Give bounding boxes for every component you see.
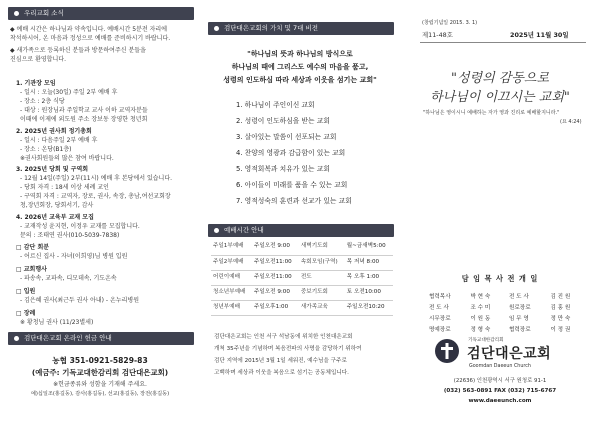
news-item-line: ※권사회원들의 많은 참여 바랍니다.	[20, 155, 114, 162]
news-item-line: 문의 : 조태연 권사(010-5039-7838)	[20, 232, 120, 239]
worship-time: 목 오후 1:00	[345, 270, 393, 285]
staff-role: 명예장로	[429, 326, 451, 333]
worship-name: 청소년부예배	[211, 285, 252, 300]
news-item-line: - 대상 : 원장님과 주일학교 교사 이하 교역자분들	[20, 107, 148, 114]
news-sq-title: □ 교회행사	[16, 266, 47, 273]
mission-line: 성령의 인도하심 따라 세상과 이웃을 섬기는 교회"	[223, 76, 377, 84]
vision-item: 5. 영적회복과 치유가 있는 교회	[236, 165, 330, 173]
bullet-dot-icon	[14, 336, 19, 341]
worship-name: 주일2부예배	[211, 255, 252, 270]
worship-time: 주일오전11:00	[252, 270, 299, 285]
offering-example: 예)십일조(홍길동), 감사(홍길동), 선교(홍길동), 장전(홍길동)	[30, 391, 170, 397]
news-sq-line: - 어르신 집사 - 자녀(이희영)님 병원 입원	[20, 253, 128, 260]
slogan-line: 하나님이 이끄시는 교회"	[430, 90, 570, 105]
mission-line: 하나님의 때에 그리스도 예수의 마음을 품고,	[231, 63, 369, 71]
news-sq-line: ※ 황청님 권사 (11/23별세)	[20, 319, 94, 326]
intro-line: 개척 35주년을 기념하며 복음전파의 사명을 감당하기 위하여	[214, 346, 362, 352]
news-item-line: - 구역회 자격 : 교역자, 장로, 권사, 속장, 총남,여선교회장	[20, 193, 171, 200]
intro-line: 고백하며 세상과 이웃을 복음으로 섬기는 공동체입니다.	[214, 370, 349, 376]
church-website: www.daeeunch.com	[468, 398, 532, 404]
staff-name: 김 진 원	[550, 293, 571, 300]
worship-name: 속회모임(구역)	[299, 255, 345, 270]
table-row	[211, 240, 393, 255]
staff-role: 시무장로	[429, 315, 451, 322]
news-item-line: 청,장년회장, 당회서기, 감사	[20, 202, 94, 209]
worship-name: 어린이예배	[211, 270, 252, 285]
worship-time: 주일오전 9:00	[252, 240, 299, 255]
news-intro-line: 진심으로 환영합니다.	[10, 56, 66, 63]
table-row	[211, 285, 393, 300]
news-item-line: - 장소 : 2층 식당	[20, 98, 65, 105]
founding-date: (창립기념일 2015. 3. 1)	[422, 20, 478, 26]
news-intro-line: ◆ 새가족으로 등록하신 분들과 방문하여주신 분들을	[10, 47, 146, 54]
news-item-line: 이때에 이제에 외도원 주소 장보동 장영한 청년회	[20, 116, 148, 123]
volume-number: 제11-48호	[422, 31, 453, 39]
staff-role: 협력목사	[429, 293, 451, 300]
staff-name: 정 만 숙	[550, 315, 571, 322]
mission-line: "하나님의 뜻과 하나님의 방식으로	[247, 50, 353, 58]
church-english-name: Goomdan Daeeun Church	[469, 364, 531, 369]
column-news	[0, 0, 200, 424]
worship-time: 월~금새벽5:00	[345, 240, 393, 255]
worship-name: 주일1부예배	[211, 240, 252, 255]
news-item-title: 4. 2026년 교육부 교재 모집	[16, 214, 94, 221]
church-phone: (032) 563-0891 FAX (032) 715-6767	[443, 388, 557, 394]
news-item-line: - 일시 : 오늘(30일) 주일 2부 예배 후	[20, 89, 118, 96]
worship-name: 새가족교육	[299, 300, 345, 315]
worship-time: 주일오전11:00	[252, 255, 299, 270]
news-item-line: - 장소 : 온당(B1층)	[20, 146, 72, 153]
table-row	[211, 270, 393, 285]
staff-role: 임 무 영	[508, 315, 529, 322]
staff-table	[427, 292, 587, 336]
account-number: 농협 351-0921-5829-83	[52, 356, 148, 365]
staff-name: 김 홍 원	[550, 304, 571, 311]
table-row	[427, 314, 587, 325]
news-sq-line: - 김은혜 권사(최근두 권사 아내) - 온누리병원	[20, 297, 139, 304]
vision-item: 1. 하나님이 주인이신 교회	[236, 101, 315, 109]
worship-header: 예배시간 안내	[208, 224, 394, 237]
staff-role: 원로장로	[508, 304, 531, 311]
news-item-line: - 일시 : 다음주일 2부 예배 후	[20, 137, 98, 144]
church-address: (22636) 인천광역시 서구 원청로 91-1	[453, 378, 547, 384]
worship-time: 토 오전10:00	[345, 285, 393, 300]
worship-name: 중보기도회	[299, 285, 345, 300]
news-intro-line: ◆ 예배 시간은 하나님과 약속입니다. 예배시간 5분전 자리에	[10, 26, 167, 33]
scripture-reference: (요 4:24)	[560, 119, 582, 125]
slogan-line: "성령의 감동으로	[450, 71, 550, 86]
bullet-dot-icon	[14, 11, 19, 16]
worship-time: 주일오후1:00	[252, 300, 299, 315]
vision-item: 4. 찬양의 영광과 감급함이 있는 교회	[236, 149, 346, 157]
church-logo-icon	[434, 338, 460, 364]
worship-name: 전도	[299, 270, 345, 285]
vision-item: 7. 영적성숙의 훈련과 선교가 있는 교회	[236, 197, 352, 205]
table-row	[211, 255, 393, 270]
intro-line: 검단 지역에 2015년 3월 1일 세워진, 예수님을 구주로	[214, 358, 347, 364]
staff-role: 전 도 사	[508, 293, 529, 300]
vision-item: 3. 살아있는 말씀이 선포되는 교회	[236, 133, 337, 141]
staff-name: 박 현 숙	[470, 293, 491, 300]
staff-name: 이 정 권	[550, 326, 571, 333]
staff-name: 조 수 미	[470, 304, 491, 311]
news-item-title: 1. 기관장 모임	[16, 80, 56, 87]
news-item-title: 3. 2025년 당회 및 구역회	[16, 166, 89, 173]
vision-header: 검단대은교회의 가치 및 7대 비전	[208, 22, 394, 35]
worship-name: 새벽기도회	[299, 240, 345, 255]
bullet-dot-icon	[214, 228, 219, 233]
offering-note: ※헌금종류와 성함을 기재해 주세요.	[53, 381, 147, 388]
news-intro-line: 착석하시어, 온 마음과 정성으로 예배를 준비하시기 바랍니다.	[10, 35, 171, 42]
worship-name: 청년부예배	[211, 300, 252, 315]
scripture-verse: "하나님은 영이시니 예배하는 자가 영과 진리로 예배할지니라."	[423, 110, 560, 116]
news-sq-title: □ 장례	[16, 310, 36, 317]
table-row	[427, 292, 587, 303]
account-holder: (예금주: 기독교대한감리회 검단대은교회)	[31, 368, 169, 377]
news-sq-line: - 파송속, 교파속, 디모데속, 기도온속	[20, 275, 117, 282]
news-sq-title: □ 입원	[16, 288, 36, 295]
worship-time: 주일오전10:20	[345, 300, 393, 315]
staff-role: 전 도 사	[429, 304, 449, 311]
church-name: 검단대은교회	[467, 346, 552, 362]
staff-role: 협력장로	[508, 326, 531, 333]
table-row	[211, 300, 393, 315]
table-row	[427, 325, 587, 336]
intro-line: 검단대은교회는 인천 서구 석남동에 위치한 인천대은교회	[214, 334, 353, 340]
offering-header: 검단대은교회 온라인 헌금 안내	[8, 332, 194, 345]
news-item-title: 2. 2025년 권사회 정기총회	[16, 128, 92, 135]
news-item-line: - 교재작성 윤지현, 이정우 교재를 모집합니다.	[20, 223, 140, 230]
news-item-line: - 12월 14일(주일) 2부(11시) 예배 후 본당에서 있습니다.	[20, 175, 173, 182]
bulletin-date: 2025년 11월 30일	[510, 31, 569, 39]
senior-pastor: 담 임 목 사 전 개 일	[461, 274, 539, 283]
news-sq-title: □ 감단 회분	[16, 244, 50, 251]
vision-item: 6. 아이들이 미래를 품을 수 있는 교회	[236, 181, 348, 189]
staff-name: 이 원 동	[470, 315, 491, 322]
news-item-line: - 당회 자격 : 18세 이상 세례 교인	[20, 184, 109, 191]
news-header: 우리교회 소식	[8, 7, 194, 20]
worship-time: 주일오전 9:00	[252, 285, 299, 300]
worship-time: 목 저녁 8:00	[345, 255, 393, 270]
table-row	[427, 303, 587, 314]
staff-name: 정 형 숙	[470, 326, 491, 333]
worship-table	[211, 240, 393, 316]
header-divider	[420, 42, 586, 43]
denomination-name: 기독교대한감리회	[468, 338, 504, 343]
bullet-dot-icon	[214, 26, 219, 31]
vision-item: 2. 성령이 인도하심을 받는 교회	[236, 117, 330, 125]
